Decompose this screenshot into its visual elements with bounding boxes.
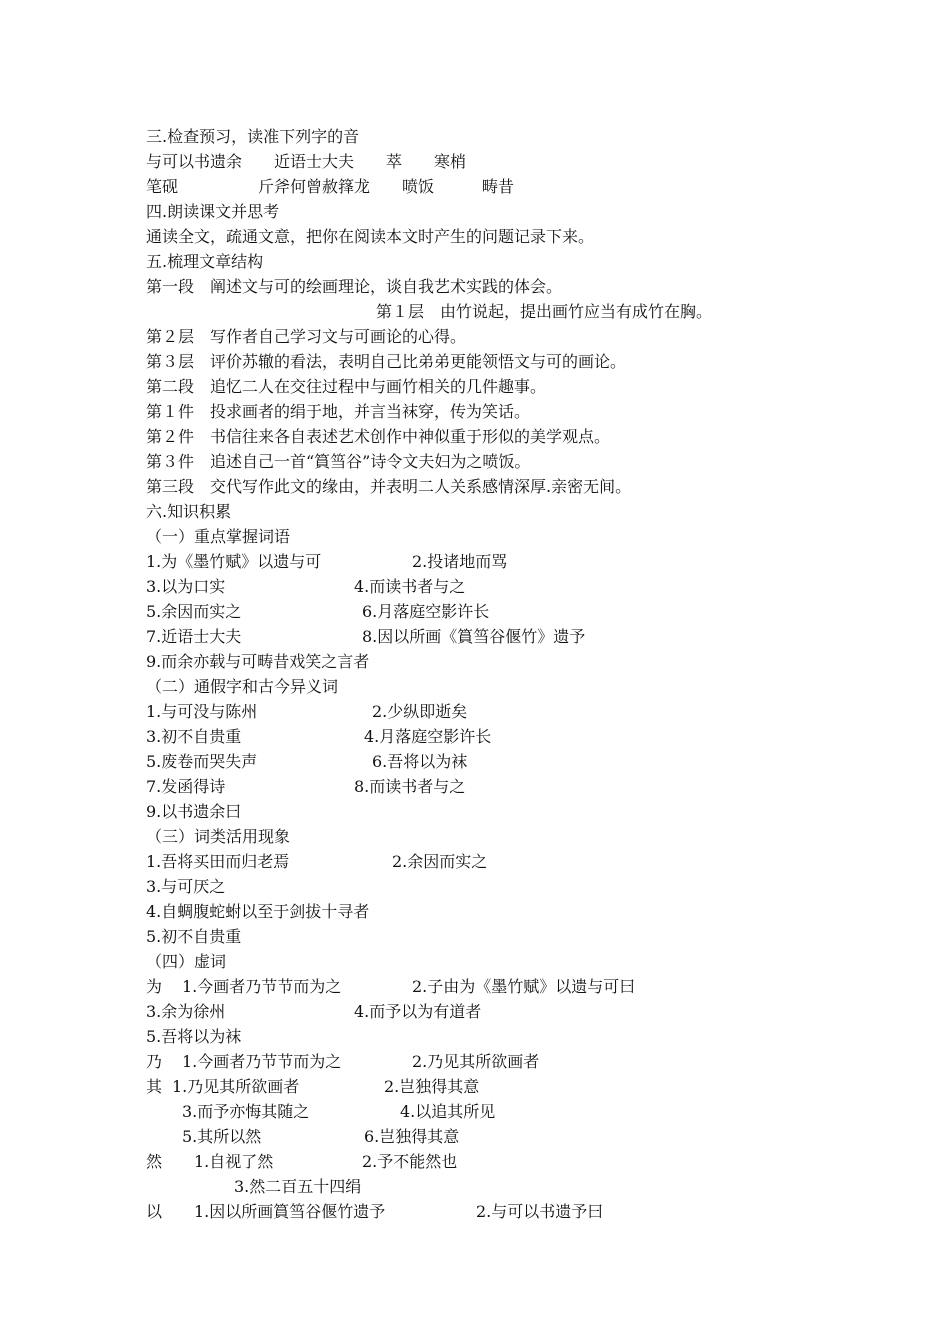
list-item: 4.而读书者与之 bbox=[354, 577, 466, 596]
list-item: 1.为《墨竹赋》以遗与可 bbox=[146, 552, 322, 571]
list-row bbox=[182, 1125, 460, 1149]
list-row bbox=[146, 550, 508, 574]
list-row bbox=[182, 1100, 496, 1124]
list-item: 2.予不能然也 bbox=[362, 1152, 458, 1171]
list-item: 3.以为口实 bbox=[146, 577, 226, 596]
list-item: 1.今画者乃节节而为之 bbox=[182, 1052, 342, 1071]
list-item: 4.而予以为有道者 bbox=[354, 1002, 482, 1021]
list-item: 1.与可没与陈州 bbox=[146, 702, 258, 721]
list-item: 2.少纵即逝矣 bbox=[372, 702, 468, 721]
section-3-heading: 三.检查预习，读准下列字的音 bbox=[146, 127, 360, 146]
structure-paragraph-3: 第三段 交代写作此文的缘由，并表明二人关系感情深厚.亲密无间。 bbox=[146, 477, 632, 496]
function-word-nai: 乃 bbox=[146, 1052, 163, 1071]
list-item: 8.而读书者与之 bbox=[354, 777, 466, 796]
loanwords-title: （二）通假字和古今异义词 bbox=[146, 677, 339, 696]
list-row bbox=[146, 600, 490, 624]
list-item: 3.而予亦悔其随之 bbox=[182, 1102, 310, 1121]
pronunciation-line-2: 笔砚 斤斧何曾赦箨龙 喷饭 畴昔 bbox=[146, 177, 515, 196]
structure-event-3: 第３件 追述自己一首“篔筜谷”诗令文夫妇为之喷饭。 bbox=[146, 452, 531, 471]
list-item: 2.岂独得其意 bbox=[384, 1077, 480, 1096]
structure-paragraph-2: 第二段 追忆二人在交往过程中与画竹相关的几件趣事。 bbox=[146, 377, 547, 396]
list-item: 9.以书遗余曰 bbox=[146, 802, 242, 821]
list-item: 2.余因而实之 bbox=[392, 852, 488, 871]
pronunciation-line-1: 与可以书遗余 近语士大夫 萃 寒梢 bbox=[146, 152, 467, 171]
structure-layer-2: 第２层 写作者自己学习文与可画论的心得。 bbox=[146, 327, 467, 346]
function-words-title: （四）虚词 bbox=[146, 952, 227, 971]
structure-event-2: 第２件 书信往来各自表述艺术创作中神似重于形似的美学观点。 bbox=[146, 427, 611, 446]
structure-event-1: 第１件 投求画者的绢于地，并言当袜穿，传为笑话。 bbox=[146, 402, 531, 421]
list-item: 2.子由为《墨竹赋》以遗与可曰 bbox=[412, 977, 636, 996]
list-row bbox=[146, 975, 636, 999]
list-item: 1.吾将买田而归老焉 bbox=[146, 852, 290, 871]
list-row bbox=[146, 775, 466, 799]
structure-paragraph-1: 第一段 阐述文与可的绘画理论，谈自我艺术实践的体会。 bbox=[146, 277, 563, 296]
list-item: 5.余因而实之 bbox=[146, 602, 242, 621]
list-item: 5.初不自贵重 bbox=[146, 927, 242, 946]
list-row bbox=[146, 1075, 480, 1099]
list-item: 5.废卷而哭失声 bbox=[146, 752, 258, 771]
section-4-heading: 四.朗读课文并思考 bbox=[146, 202, 280, 221]
function-word-yi: 以 bbox=[146, 1202, 163, 1221]
list-item: 1.自视了然 bbox=[194, 1152, 274, 1171]
key-words-title: （一）重点掌握词语 bbox=[146, 527, 291, 546]
function-word-ran: 然 bbox=[146, 1152, 163, 1171]
function-word-wei: 为 bbox=[146, 977, 163, 996]
list-row bbox=[146, 1200, 604, 1224]
list-item: 7.发函得诗 bbox=[146, 777, 226, 796]
list-item: 2.投诸地而骂 bbox=[412, 552, 508, 571]
list-row bbox=[146, 1050, 540, 1074]
part-of-speech-title: （三）词类活用现象 bbox=[146, 827, 291, 846]
list-row bbox=[146, 700, 468, 724]
list-item: 3.然二百五十四绢 bbox=[234, 1177, 362, 1196]
list-item: 7.近语士大夫 bbox=[146, 627, 242, 646]
list-item: 2.与可以书遗予曰 bbox=[476, 1202, 604, 1221]
list-item: 6.岂独得其意 bbox=[364, 1127, 460, 1146]
list-item: 9.而余亦载与可畴昔戏笑之言者 bbox=[146, 652, 370, 671]
list-item: 4.自蜩腹蛇蚹以至于剑拔十寻者 bbox=[146, 902, 370, 921]
list-item: 1.乃见其所欲画者 bbox=[172, 1077, 300, 1096]
list-item: 6.吾将以为袜 bbox=[372, 752, 468, 771]
list-item: 8.因以所画《篔筜谷偃竹》遗予 bbox=[362, 627, 586, 646]
list-row bbox=[146, 1150, 458, 1174]
list-row bbox=[146, 575, 466, 599]
section-5-heading: 五.梳理文章结构 bbox=[146, 252, 264, 271]
list-item: 3.与可厌之 bbox=[146, 877, 226, 896]
list-item: 4.月落庭空影许长 bbox=[364, 727, 492, 746]
list-item: 5.吾将以为袜 bbox=[146, 1027, 242, 1046]
structure-layer-1: 第１层 由竹说起，提出画竹应当有成竹在胸。 bbox=[376, 302, 713, 321]
list-row bbox=[146, 1000, 482, 1024]
list-item: 3.余为徐州 bbox=[146, 1002, 226, 1021]
list-row bbox=[146, 750, 468, 774]
list-row bbox=[146, 850, 488, 874]
function-word-qi: 其 bbox=[146, 1077, 163, 1096]
list-item: 1.今画者乃节节而为之 bbox=[182, 977, 342, 996]
list-row bbox=[146, 725, 492, 749]
list-item: 4.以追其所见 bbox=[400, 1102, 496, 1121]
list-item: 1.因以所画篔筜谷偃竹遗予 bbox=[194, 1202, 386, 1221]
section-4-text: 通读全文，疏通文意，把你在阅读本文时产生的问题记录下来。 bbox=[146, 227, 595, 246]
list-item: 6.月落庭空影许长 bbox=[362, 602, 490, 621]
list-item: 2.乃见其所欲画者 bbox=[412, 1052, 540, 1071]
structure-layer-3: 第３层 评价苏辙的看法，表明自己比弟弟更能领悟文与可的画论。 bbox=[146, 352, 627, 371]
list-row bbox=[146, 625, 586, 649]
list-item: 3.初不自贵重 bbox=[146, 727, 242, 746]
list-item: 5.其所以然 bbox=[182, 1127, 262, 1146]
section-6-heading: 六.知识积累 bbox=[146, 502, 232, 521]
